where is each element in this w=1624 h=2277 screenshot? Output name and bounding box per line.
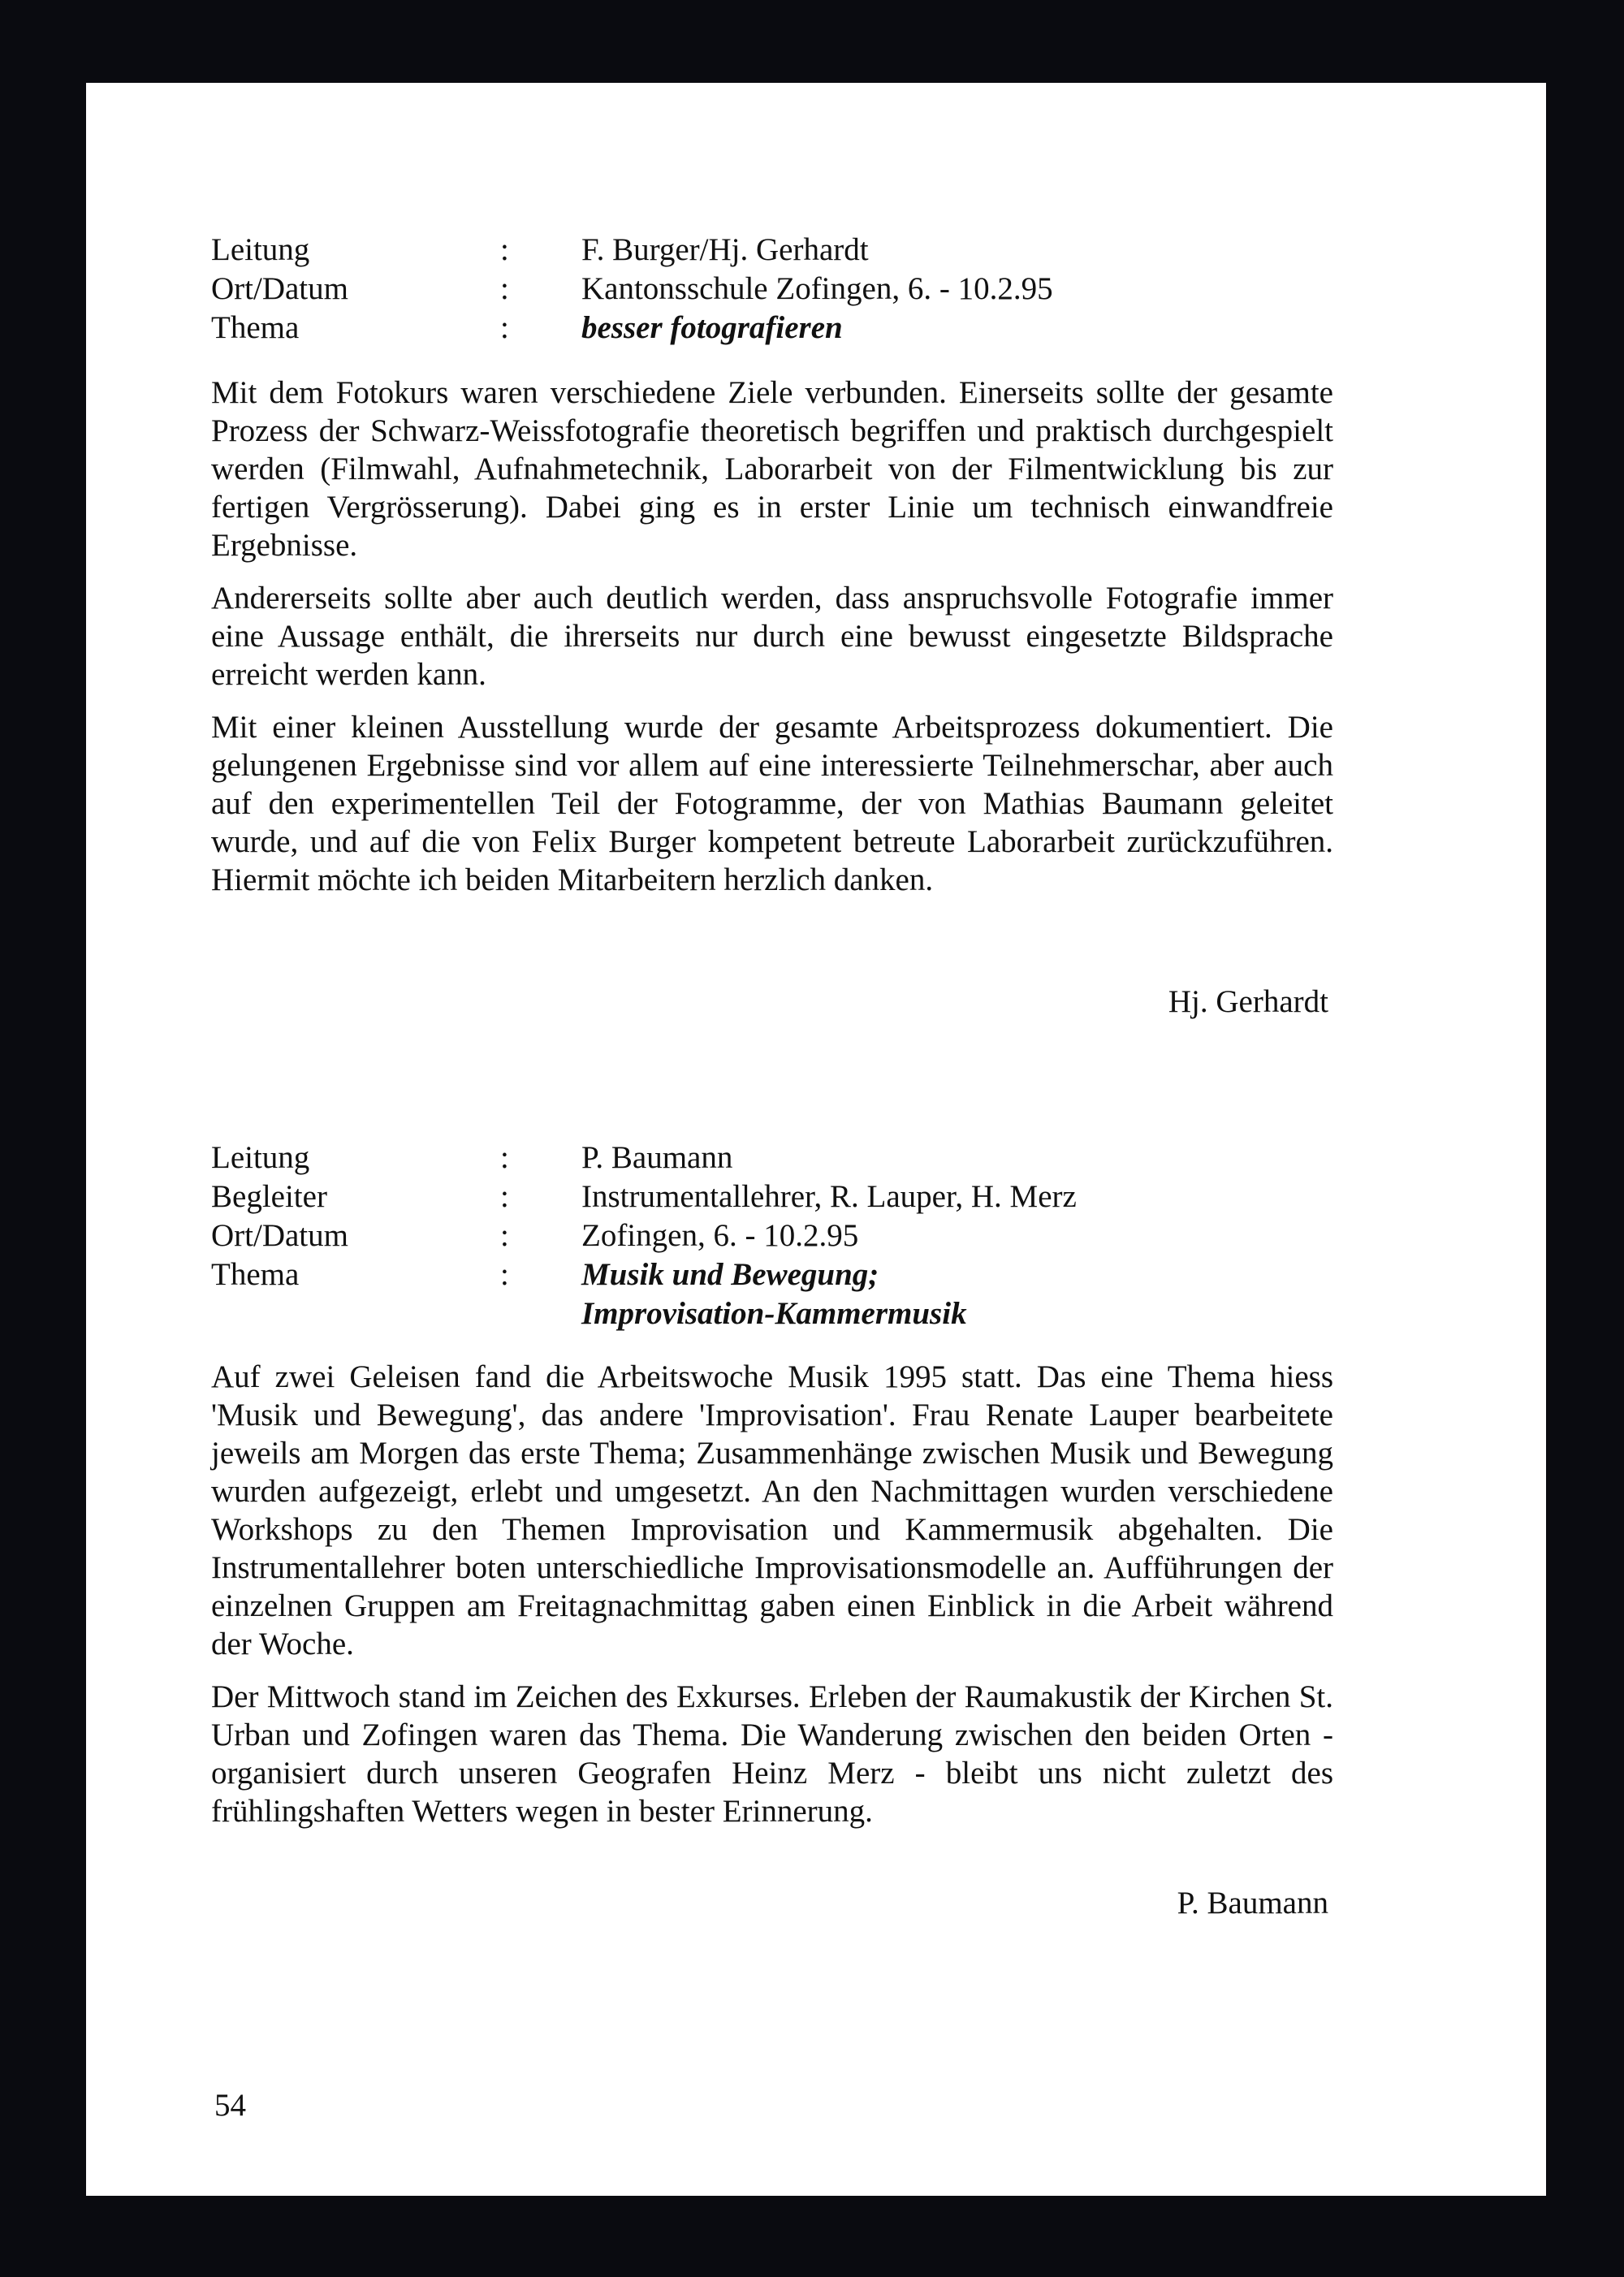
meta-row-leitung: [211, 231, 1053, 270]
meta-row-thema: [211, 309, 1053, 348]
meta-row-begleiter: [211, 1177, 1077, 1216]
meta-label: Begleiter: [211, 1179, 327, 1214]
meta-value-theme: Musik und Bewegung;: [581, 1257, 879, 1292]
meta-colon: :: [500, 1140, 509, 1175]
meta-colon: :: [500, 1179, 509, 1214]
paragraph: Der Mittwoch stand im Zeichen des Exkurses. Erleben der Raumakustik der Kirchen St. Urban und Zofingen waren das Thema. Die Wanderung zwischen den beiden Orten - organisiert durch unseren Geografen Heinz Merz - bleibt uns nicht zuletzt des frühlingshaften Wetters wegen in bester Erinnerung.: [211, 1679, 1333, 1829]
course-info-table-music: [211, 1138, 1077, 1333]
meta-value-theme: Improvisation-Kammermusik: [581, 1296, 967, 1331]
meta-label: [211, 1294, 500, 1333]
meta-value: Zofingen, 6. - 10.2.95: [581, 1218, 859, 1253]
paragraph: Mit einer kleinen Ausstellung wurde der gesamte Arbeitsprozess dokumentiert. Die gelungenen Ergebnisse sind vor allem auf eine interessierte Teilnehmerschar, aber auch auf den experimentellen Teil der Fotogramme, der von Mathias Baumann geleitet wurde, und auf die von Felix Burger kompetent betreute Laborarbeit zurückzuführen. Hiermit möchte ich beiden Mitarbeitern herzlich danken.: [211, 710, 1333, 897]
meta-label: Thema: [211, 310, 300, 345]
paragraph: Mit dem Fotokurs waren verschiedene Ziele verbunden. Einerseits sollte der gesamte Prozess der Schwarz-Weissfotografie theoretisch begriffen und praktisch durchgespielt werden (Filmwahl, Aufnahmetechnik, Laborarbeit von der Filmentwicklung bis zur fertigen Vergrösserung). Dabei ging es in erster Linie um technisch einwandfreie Ergebnisse.: [211, 375, 1333, 563]
document-page: [86, 83, 1546, 2196]
page-number: 54: [214, 2088, 246, 2123]
signature-baumann: P. Baumann: [1177, 1886, 1328, 1921]
meta-colon: :: [500, 310, 509, 345]
meta-value: Instrumentallehrer, R. Lauper, H. Merz: [581, 1179, 1077, 1214]
course-info-table-photography: [211, 231, 1053, 348]
meta-value-theme: besser fotografieren: [581, 310, 843, 345]
meta-value: F. Burger/Hj. Gerhardt: [581, 232, 869, 267]
meta-colon: [500, 1294, 581, 1333]
meta-colon: :: [500, 271, 509, 306]
meta-value: P. Baumann: [581, 1140, 733, 1175]
meta-row-ort-datum: [211, 1216, 1077, 1255]
meta-row-ort-datum: [211, 270, 1053, 309]
report-body-music: [211, 1358, 1333, 1845]
meta-row-thema: [211, 1255, 1077, 1294]
meta-label: Leitung: [211, 232, 310, 267]
meta-label: Thema: [211, 1257, 300, 1292]
meta-colon: :: [500, 232, 509, 267]
meta-label: Ort/Datum: [211, 1218, 348, 1253]
meta-colon: :: [500, 1257, 509, 1292]
meta-row-thema-continued: [211, 1294, 1077, 1333]
meta-value: Kantonsschule Zofingen, 6. - 10.2.95: [581, 271, 1053, 306]
meta-colon: :: [500, 1218, 509, 1253]
meta-label: Ort/Datum: [211, 271, 348, 306]
meta-label: Leitung: [211, 1140, 310, 1175]
signature-gerhardt: Hj. Gerhardt: [1168, 984, 1328, 1019]
report-body-photography: [211, 374, 1333, 914]
meta-row-leitung: [211, 1138, 1077, 1177]
paragraph: Andererseits sollte aber auch deutlich werden, dass anspruchsvolle Fotografie immer eine Aussage enthält, die ihrerseits nur durch eine bewusst eingesetzte Bildsprache erreicht werden kann.: [211, 581, 1333, 692]
paragraph: Auf zwei Geleisen fand die Arbeitswoche Musik 1995 statt. Das eine Thema hiess 'Musik und Bewegung', das andere 'Improvisation'. Frau Renate Lauper bearbeitete jeweils am Morgen das erste Thema; Zusammenhänge zwischen Musik und Bewegung wurden aufgezeigt, erlebt und umgesetzt. An den Nachmittagen wurden verschiedene Workshops zu den Themen Improvisation und Kammermusik abgehalten. Die Instrumentallehrer boten unterschiedliche Improvisationsmodelle an. Aufführungen der einzelnen Gruppen am Freitagnachmittag gaben einen Einblick in die Arbeit während der Woche.: [211, 1359, 1333, 1661]
